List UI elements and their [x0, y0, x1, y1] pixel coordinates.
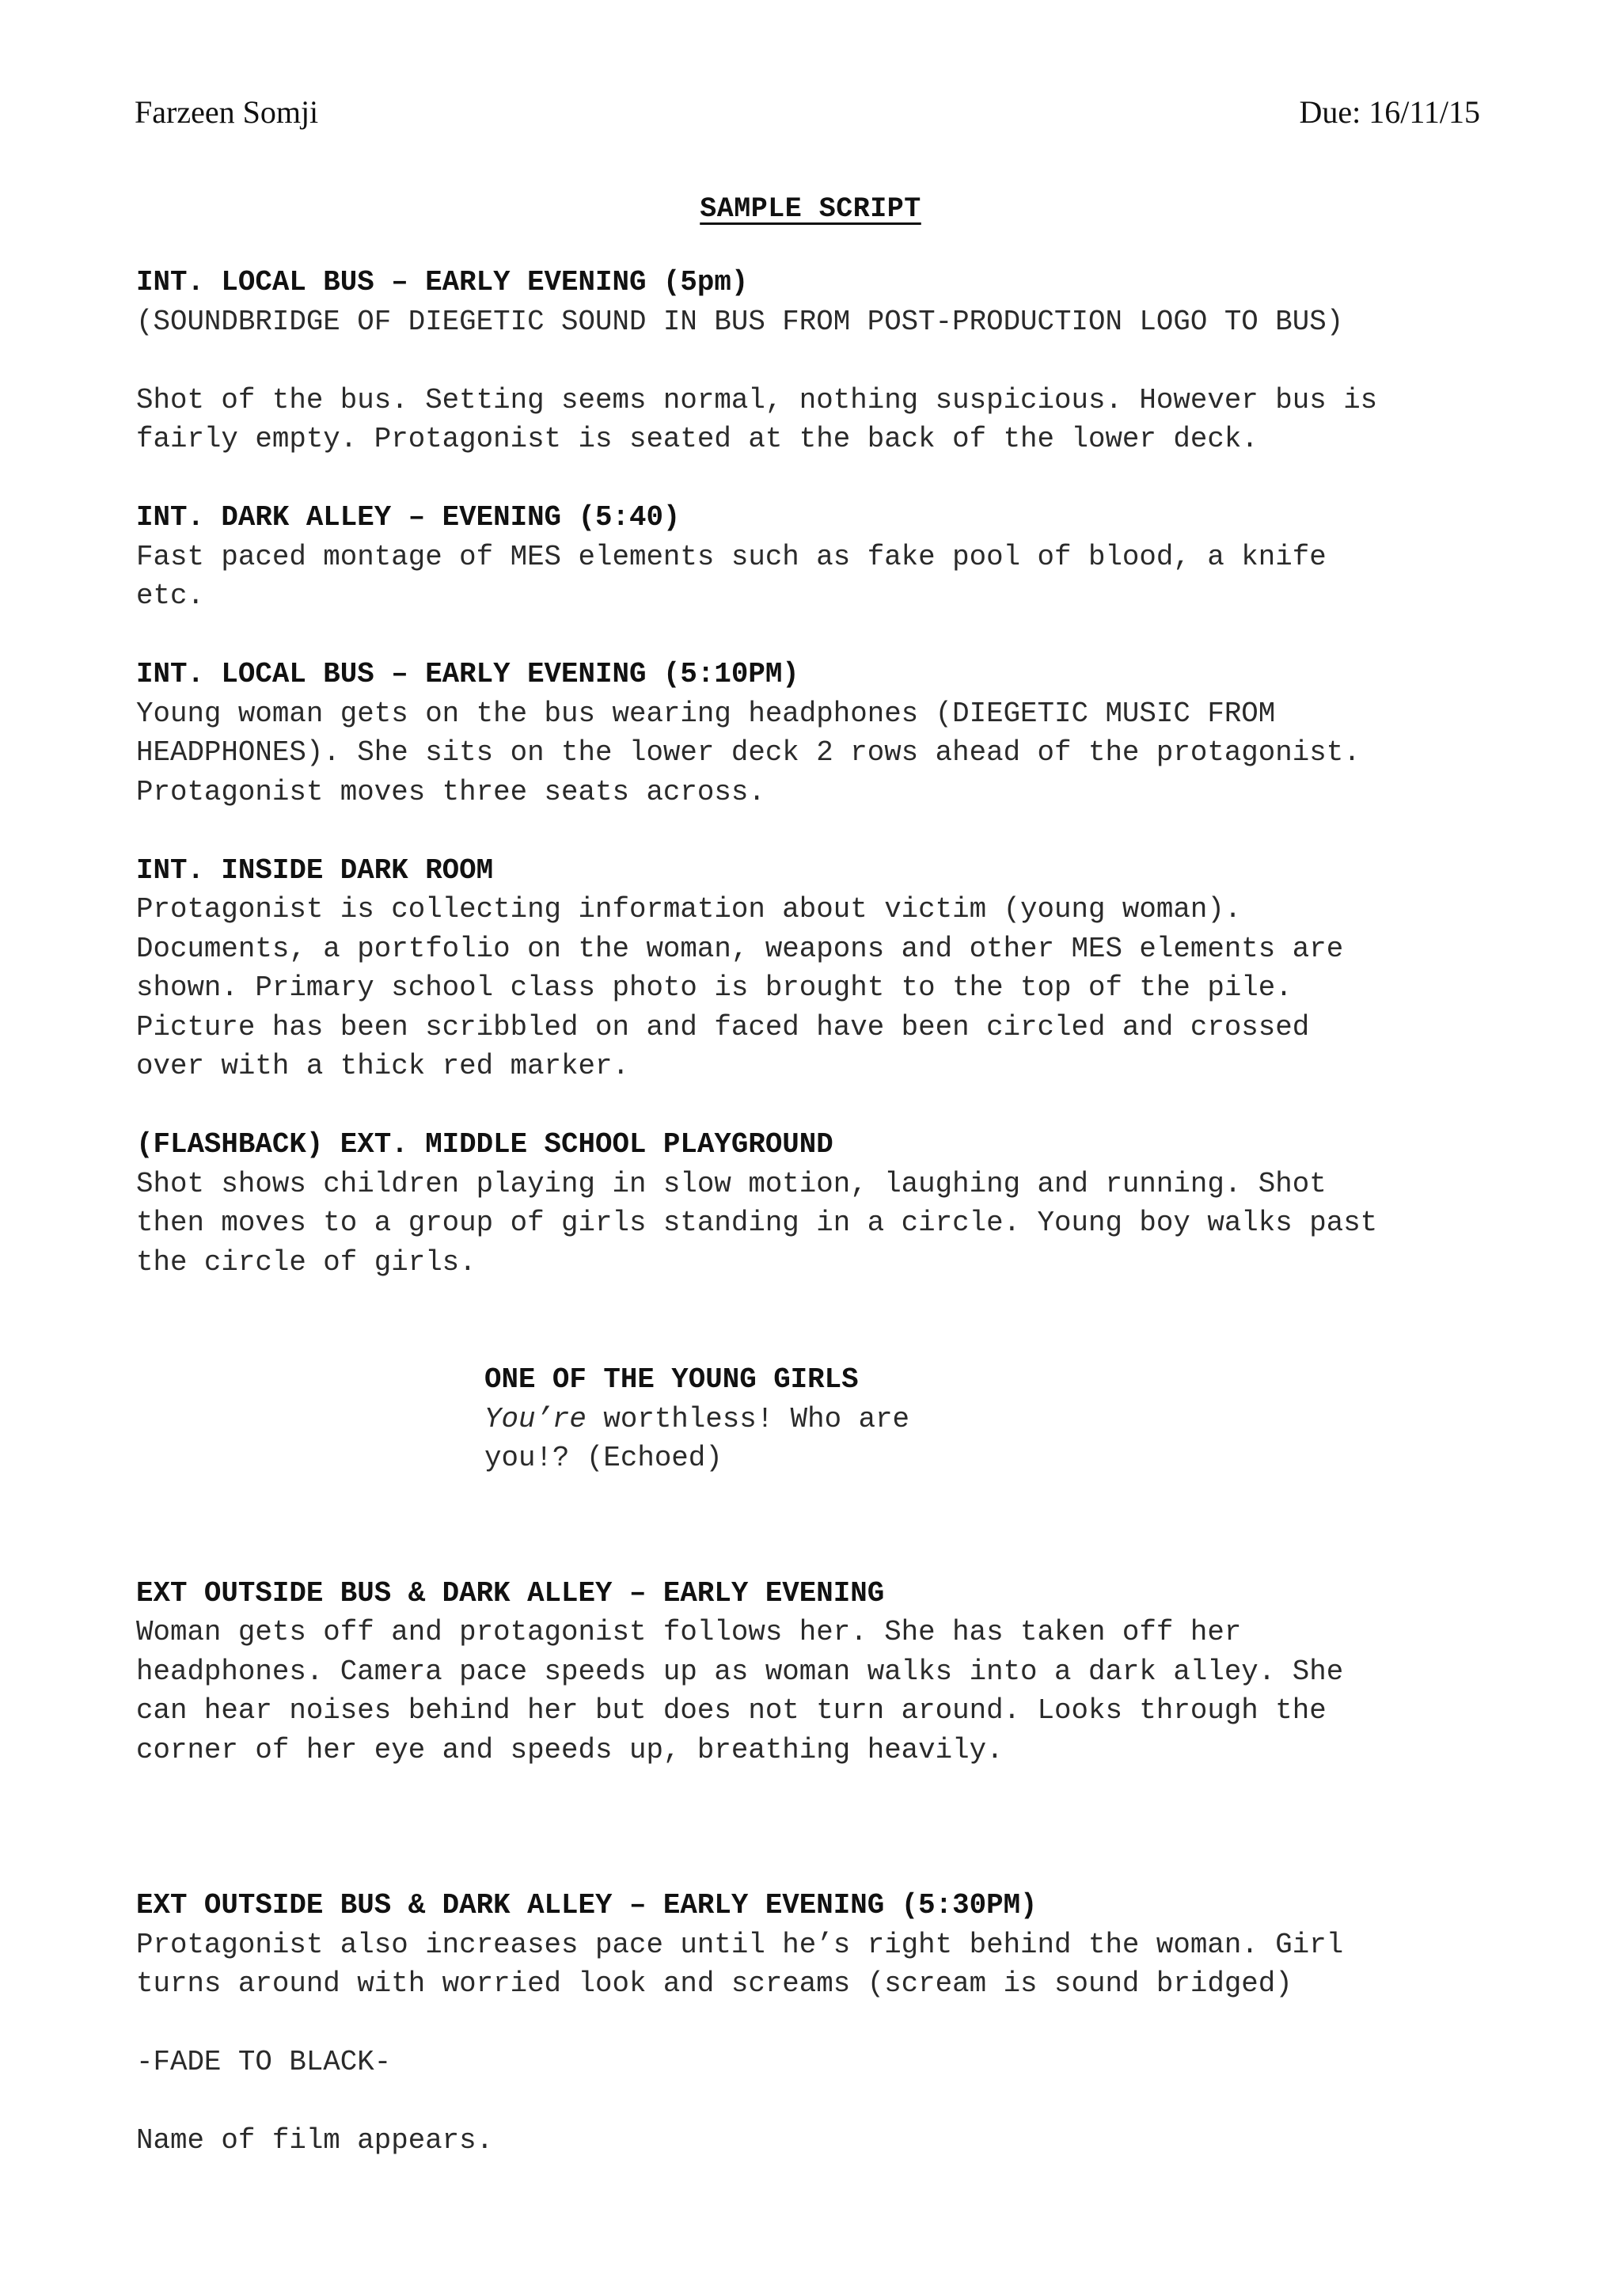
scene-6: [136, 1574, 1498, 1770]
scene-1: [136, 381, 1498, 459]
scene-line: Documents, a portfolio on the woman, weapons and other MES elements are: [136, 932, 1344, 965]
dialogue-line: [484, 1400, 1118, 1439]
scene-heading: EXT OUTSIDE BUS & DARK ALLEY – EARLY EVENING: [136, 1576, 885, 1610]
script-title: SAMPLE SCRIPT: [700, 193, 921, 225]
scene-0: [136, 263, 1498, 341]
scene-heading: INT. LOCAL BUS – EARLY EVENING (5:10PM): [136, 658, 799, 690]
scene-line: HEADPHONES). She sits on the lower deck 2 rows ahead of the protagonist.: [136, 736, 1361, 769]
dialogue-text: worthless! Who are: [586, 1402, 910, 1435]
scene-heading: INT. INSIDE DARK ROOM: [136, 853, 494, 887]
transition: -FADE TO BLACK-: [136, 2046, 392, 2078]
scene-line: over with a thick red marker.: [136, 1050, 629, 1082]
scene-5: [136, 1125, 1498, 1282]
dialogue-line: you!? (Echoed): [484, 1442, 723, 1474]
scene-line: Shot shows children playing in slow motion, laughing and running. Shot: [136, 1167, 1327, 1200]
character-name: ONE OF THE YOUNG GIRLS: [484, 1363, 859, 1396]
scene-4: [136, 851, 1498, 1086]
scene-heading: INT. LOCAL BUS – EARLY EVENING (5pm): [136, 266, 749, 298]
scene-line: the circle of girls.: [136, 1245, 476, 1279]
scene-line: Fast paced montage of MES elements such as fake pool of blood, a knife: [136, 540, 1327, 573]
scene-line: can hear noises behind her but does not turn around. Looks through the: [136, 1694, 1327, 1727]
scene-line: headphones. Camera pace speeds up as woman walks into a dark alley. She: [136, 1655, 1344, 1688]
scene-heading: EXT OUTSIDE BUS & DARK ALLEY – EARLY EVENING (5:30PM): [136, 1889, 1038, 1922]
scene-line: fairly empty. Protagonist is seated at the back of the lower deck.: [136, 423, 1258, 455]
scene-line: Picture has been scribbled on and faced have been circled and crossed: [136, 1010, 1310, 1043]
scene-line: Protagonist is collecting information about victim (young woman).: [136, 893, 1242, 926]
scene-line: etc.: [136, 580, 204, 612]
scene-line: Shot of the bus. Setting seems normal, nothing suspicious. However bus is: [136, 383, 1378, 416]
scene-line: corner of her eye and speeds up, breathing heavily.: [136, 1733, 1004, 1766]
scene-heading: (FLASHBACK) EXT. MIDDLE SCHOOL PLAYGROUND: [136, 1128, 833, 1161]
scene-line: Protagonist moves three seats across.: [136, 775, 765, 808]
dialogue-emphasis: You’re: [484, 1402, 587, 1435]
scene-line: (SOUNDBRIDGE OF DIEGETIC SOUND IN BUS FROM POST-PRODUCTION LOGO TO BUS): [136, 305, 1344, 338]
scene-line: then moves to a group of girls standing in a circle. Young boy walks past: [136, 1207, 1378, 1239]
scene-line: turns around with worried look and screams (scream is sound bridged): [136, 1967, 1293, 2000]
script-body: [136, 263, 1498, 2161]
due-date: Due: 16/11/15: [1299, 94, 1480, 130]
closing-line: Name of film appears.: [136, 2124, 494, 2157]
author-name: Farzeen Somji: [135, 94, 319, 130]
scene-3: [136, 655, 1498, 812]
scene-line: shown. Primary school class photo is brought to the top of the pile.: [136, 971, 1293, 1004]
scene-line: Young woman gets on the bus wearing headphones (DIEGETIC MUSIC FROM: [136, 697, 1276, 730]
scene-heading: INT. DARK ALLEY – EVENING (5:40): [136, 501, 681, 534]
dialogue-block: [484, 1360, 1118, 1478]
scene-2: [136, 498, 1498, 616]
scene-line: Protagonist also increases pace until he’s right behind the woman. Girl: [136, 1928, 1344, 1961]
scene-7: [136, 1886, 1498, 2004]
scene-line: Woman gets off and protagonist follows her. She has taken off her: [136, 1616, 1242, 1648]
